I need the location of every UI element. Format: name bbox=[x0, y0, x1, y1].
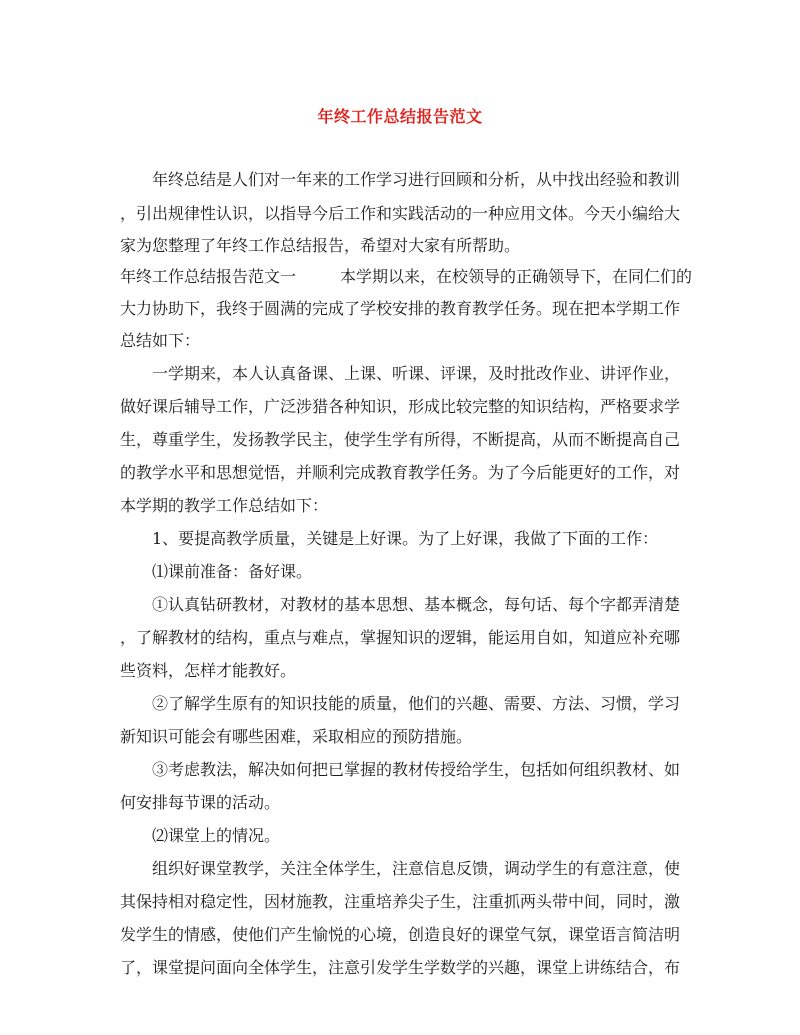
paragraph-line: 大力协助下，我终于圆满的完成了学校安排的教育教学任务。现在把本学期工作 bbox=[120, 299, 681, 318]
paragraph-line: ⑴课前准备：备好课。 bbox=[152, 562, 313, 581]
document-title: 年终工作总结报告范文 bbox=[317, 107, 483, 126]
paragraph-line: 1、要提高教学质量，关键是上好课。为了上好课，我做了下面的工作： bbox=[152, 529, 659, 548]
paragraph-line: 了，课堂提问面向全体学生，注意引发学生学数学的兴趣，课堂上讲练结合，布 bbox=[120, 958, 681, 977]
paragraph-line: ①认真钻研教材，对教材的基本思想、基本概念，每句话、每个字都弄清楚 bbox=[152, 595, 681, 614]
paragraph-line: 组织好课堂教学，关注全体学生，注意信息反馈，调动学生的有意注意，使 bbox=[152, 859, 681, 878]
paragraph-line: 年终总结是人们对一年来的工作学习进行回顾和分析，从中找出经验和教训 bbox=[152, 170, 681, 189]
paragraph-line: 其保持相对稳定性，因材施教，注重培养尖子生，注重抓两头带中间，同时，激 bbox=[120, 892, 681, 911]
paragraph-line: 一学期来，本人认真备课、上课、听课、评课，及时批改作业、讲评作业， bbox=[152, 364, 681, 383]
section-heading: 年终工作总结报告范文一 bbox=[120, 267, 297, 286]
section-heading-line bbox=[120, 267, 692, 287]
paragraph-line: 本学期的教学工作总结如下： bbox=[120, 496, 329, 515]
paragraph-line: 的教学水平和思想觉悟，并顺利完成教育教学任务。为了今后能更好的工作，对 bbox=[120, 463, 681, 482]
paragraph-line: 做好课后辅导工作，广泛涉猎各种知识，形成比较完整的知识结构，严格要求学 bbox=[120, 397, 681, 416]
paragraph-line: 发学生的情感，使他们产生愉悦的心境，创造良好的课堂气氛，课堂语言简洁明 bbox=[120, 925, 681, 944]
paragraph-line: ②了解学生原有的知识技能的质量，他们的兴趣、需要、方法、习惯，学习 bbox=[152, 694, 681, 713]
paragraph-line: ，引出规律性认识，以指导今后工作和实践活动的一种应用文体。今天小编给大 bbox=[120, 204, 681, 223]
paragraph-line: 些资料，怎样才能教好。 bbox=[120, 661, 297, 680]
paragraph-line: 新知识可能会有哪些困难，采取相应的预防措施。 bbox=[120, 727, 473, 746]
paragraph-line: ③考虑教法，解决如何把已掌握的教材传授给学生，包括如何组织教材、如 bbox=[152, 760, 681, 779]
paragraph-line: 家为您整理了年终工作总结报告，希望对大家有所帮助。 bbox=[120, 236, 521, 255]
paragraph-line: ，了解教材的结构，重点与难点，掌握知识的逻辑，能运用自如，知道应补充哪 bbox=[120, 628, 681, 647]
paragraph-line: ⑵课堂上的情况。 bbox=[152, 826, 281, 845]
paragraph-line: 生，尊重学生，发扬教学民主，使学生学有所得，不断提高，从而不断提高自己 bbox=[120, 430, 681, 449]
paragraph-text: 本学期以来，在校领导的正确领导下，在同仁们的 bbox=[340, 267, 693, 286]
paragraph-line: 总结如下： bbox=[120, 331, 201, 350]
paragraph-line: 何安排每节课的活动。 bbox=[120, 793, 281, 812]
